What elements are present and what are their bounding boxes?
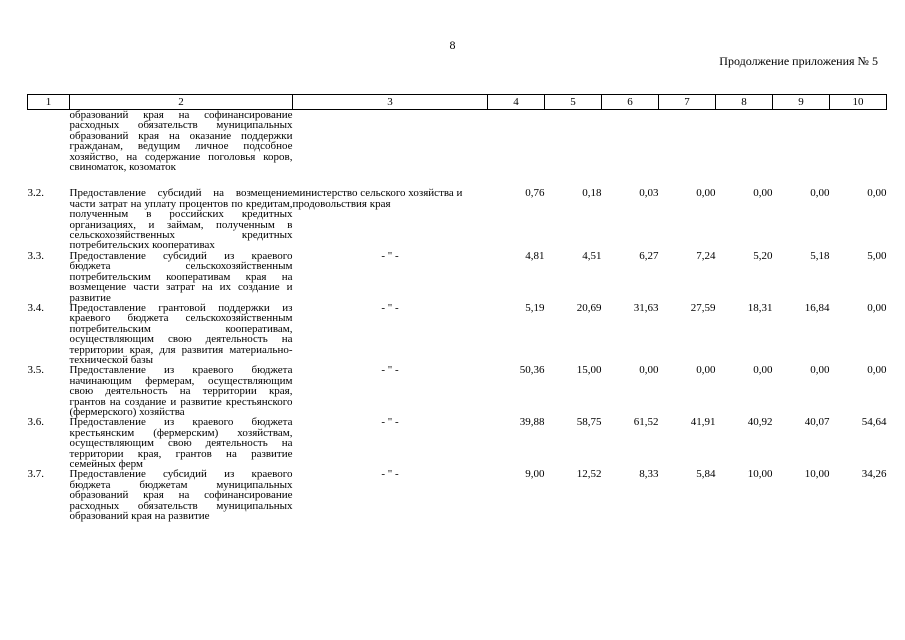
value-cell: 5,20	[753, 249, 773, 262]
value-cell: 10,00	[747, 468, 773, 481]
data-table	[27, 94, 887, 521]
value-cell: 40,92	[747, 416, 773, 429]
measure-name: Предоставление субсидий из краевого бюджета сельскохозяйственным потребительским кооперативам края на возмещение части затрат на их создание и развитие	[69, 249, 293, 304]
measure-name: Предоставление субсидий на возмещение части затрат на уплату процентов по кредитам, полученным в российских кредитных организациях, и займам, полученным в сельскохозяйственных кредитных потребительских кооперативах	[69, 187, 293, 252]
value-cell: 34,26	[861, 468, 887, 481]
value-cell: 61,52	[633, 416, 659, 429]
column-header-3: 3	[293, 95, 488, 110]
value-cell: 58,75	[576, 416, 602, 429]
page-number: 8	[449, 38, 456, 52]
value-cell: 31,63	[633, 301, 659, 314]
table-row	[28, 469, 887, 521]
value-cell: 10,00	[804, 468, 830, 481]
value-cell: 16,84	[804, 301, 830, 314]
table-row	[28, 188, 887, 250]
row-number: 3.5.	[27, 364, 44, 377]
measure-name: образований края на софинансирование расходных обязательств муниципальных образований края на оказание поддержки гражданам, ведущим личное подсобное хозяйство, на содержание поголовья коров, свиноматок, козоматок	[69, 109, 293, 174]
value-cell: 8,33	[639, 468, 659, 481]
value-cell: 6,27	[639, 249, 659, 262]
measure-name: Предоставление грантовой поддержки из краевого бюджета сельскохозяйственным потребительским кооперативам, осуществляющим свою деятельность на территории края, для развития материально-технической базы	[69, 301, 293, 366]
measure-name: Предоставление из краевого бюджета крестьянским (фермерским) хозяйствам, осуществляющим свою деятельность на территории края, грантов на развитие семейных ферм	[69, 416, 293, 470]
column-header-6: 6	[602, 95, 659, 110]
measure-name: Предоставление субсидий из краевого бюджета бюджетам муниципальных образований края на софинансирование расходных обязательств муниципальных образований края на развитие	[69, 468, 293, 523]
value-cell	[602, 110, 659, 189]
row-number: 3.3.	[27, 249, 44, 262]
value-cell: 0,00	[867, 364, 887, 377]
executor	[293, 110, 488, 189]
value-cell: 4,81	[525, 249, 545, 262]
table-row	[28, 251, 887, 303]
value-cell: 9,00	[525, 468, 545, 481]
value-cell: 54,64	[861, 416, 887, 429]
value-cell: 15,00	[576, 364, 602, 377]
value-cell	[773, 110, 830, 189]
value-cell: 5,00	[867, 249, 887, 262]
value-cell: 5,18	[810, 249, 830, 262]
column-header-10: 10	[830, 95, 887, 110]
value-cell: 18,31	[747, 301, 773, 314]
value-cell: 0,00	[753, 187, 773, 200]
column-header-5: 5	[545, 95, 602, 110]
value-cell: 0,00	[810, 187, 830, 200]
column-header-9: 9	[773, 95, 830, 110]
executor: - " -	[381, 249, 399, 262]
value-cell: 39,88	[519, 416, 545, 429]
row-number	[28, 110, 70, 189]
value-cell: 5,19	[525, 301, 545, 314]
column-header-4: 4	[488, 95, 545, 110]
executor: министерство сельского хозяйства и продовольствия края	[292, 187, 463, 210]
value-cell: 20,69	[576, 301, 602, 314]
header-row	[28, 95, 887, 110]
row-number: 3.6.	[27, 416, 44, 429]
value-cell	[488, 110, 545, 189]
value-cell: 0,00	[639, 364, 659, 377]
row-number: 3.2.	[27, 187, 44, 200]
value-cell: 50,36	[519, 364, 545, 377]
executor: - " -	[381, 416, 399, 429]
column-header-1: 1	[28, 95, 70, 110]
value-cell: 41,91	[690, 416, 716, 429]
column-header-8: 8	[716, 95, 773, 110]
value-cell: 27,59	[690, 301, 716, 314]
value-cell: 0,00	[867, 301, 887, 314]
executor: - " -	[381, 468, 399, 481]
executor: - " -	[381, 364, 399, 377]
value-cell: 0,76	[525, 187, 545, 200]
row-number: 3.4.	[27, 301, 44, 314]
executor: - " -	[381, 301, 399, 314]
continuation-label: Продолжение приложения № 5	[719, 54, 878, 68]
column-header-2: 2	[70, 95, 293, 110]
value-cell: 40,07	[804, 416, 830, 429]
column-header-7: 7	[659, 95, 716, 110]
value-cell: 12,52	[576, 468, 602, 481]
table-row	[28, 303, 887, 365]
value-cell: 0,00	[696, 364, 716, 377]
measure-name: Предоставление из краевого бюджета начинающим фермерам, осуществляющим свою деятельность на территории края, грантов на создание и развитие крестьянского (фермерского) хозяйства	[69, 364, 293, 418]
table-row	[28, 110, 887, 189]
value-cell	[545, 110, 602, 189]
value-cell: 0,00	[696, 187, 716, 200]
table-body	[28, 110, 887, 522]
value-cell: 0,03	[639, 187, 659, 200]
value-cell: 0,18	[582, 187, 602, 200]
table-row	[28, 417, 887, 469]
value-cell	[659, 110, 716, 189]
value-cell: 7,24	[696, 249, 716, 262]
value-cell: 4,51	[582, 249, 602, 262]
value-cell: 5,84	[696, 468, 716, 481]
value-cell: 0,00	[810, 364, 830, 377]
value-cell	[830, 110, 887, 189]
table-row	[28, 365, 887, 417]
value-cell: 0,00	[867, 187, 887, 200]
row-number: 3.7.	[27, 468, 44, 481]
value-cell	[716, 110, 773, 189]
value-cell: 0,00	[753, 364, 773, 377]
